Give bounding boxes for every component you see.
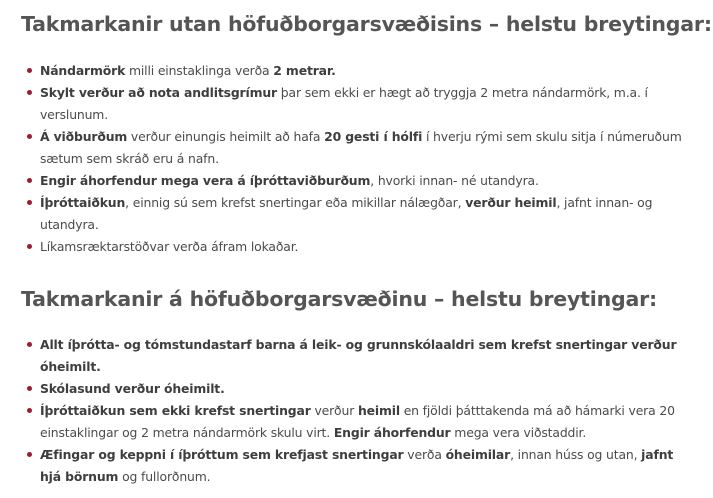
text: , hvorki innan- né utandyra. (370, 173, 539, 188)
bold-text: 2 metrar. (273, 63, 336, 78)
list-item (40, 400, 695, 444)
restrictions-list-capital-area (40, 334, 695, 488)
list-item (40, 236, 695, 258)
bold-text: óheimilar (445, 447, 511, 462)
list-item (40, 82, 695, 126)
restrictions-list-outside-capital (40, 60, 695, 258)
text: en fjöldi þátttakenda má að hámarki vera 20 einstaklingar og 2 metra nándarmörk skulu virt. (40, 403, 675, 440)
list-item (40, 192, 695, 236)
text: og fullorðnum. (118, 469, 211, 484)
bold-text: 20 gesti í hólfi (324, 129, 423, 144)
bold-text: verður heimil (465, 195, 557, 210)
text: þar sem ekki er hægt að tryggja 2 metra nándarmörk, m.a. í verslunum. (40, 85, 648, 122)
list-item (40, 444, 695, 488)
bold-text: Engir áhorfendur mega vera á íþróttaviðburðum (40, 173, 371, 188)
bold-text: Æfingar og keppni í íþróttum sem krefjast snertingar (40, 447, 404, 462)
bold-text: Íþróttaiðkun (40, 195, 126, 210)
list-item (40, 334, 695, 378)
section-heading-outside-capital: Takmarkanir utan höfuðborgarsvæðisins – helstu breytingar: (21, 12, 712, 36)
text: milli einstaklinga verða (125, 63, 274, 78)
bold-text: jafnt hjá börnum (40, 447, 674, 484)
text: , innan húss og utan, (510, 447, 642, 462)
bold-text: Íþróttaiðkun sem ekki krefst snertingar (40, 403, 311, 418)
text: verða (403, 447, 446, 462)
text: , jafnt innan- og utandyra. (40, 195, 653, 232)
list-item (40, 126, 695, 170)
bold-text: Skylt verður að nota andlitsgrímur (40, 85, 278, 100)
list-item (40, 60, 695, 82)
bold-text: Nándarmörk (40, 63, 126, 78)
text: í hverju rými sem skulu sitja í númeruðum sætum sem skráð eru á nafn. (40, 129, 682, 166)
bold-text: Engir áhorfendur (333, 425, 451, 440)
bold-text: Skólasund verður óheimilt. (40, 381, 225, 396)
list-item (40, 378, 695, 400)
bold-text: Allt íþrótta- og tómstundastarf barna á leik- og grunnskólaaldri sem krefst snertingar verður óheimilt. (40, 337, 677, 374)
section-heading-capital-area: Takmarkanir á höfuðborgarsvæðinu – helstu breytingar: (21, 287, 657, 311)
bold-text: heimil (357, 403, 400, 418)
text: verður einungis heimilt að hafa (127, 129, 325, 144)
text: Líkamsræktarstöðvar verða áfram lokaðar. (40, 239, 299, 254)
text: verður (310, 403, 358, 418)
text: , einnig sú sem krefst snertingar eða mikillar nálægðar, (125, 195, 466, 210)
text: mega vera viðstaddir. (450, 425, 587, 440)
list-item (40, 170, 695, 192)
bold-text: Á viðburðum (40, 129, 128, 144)
